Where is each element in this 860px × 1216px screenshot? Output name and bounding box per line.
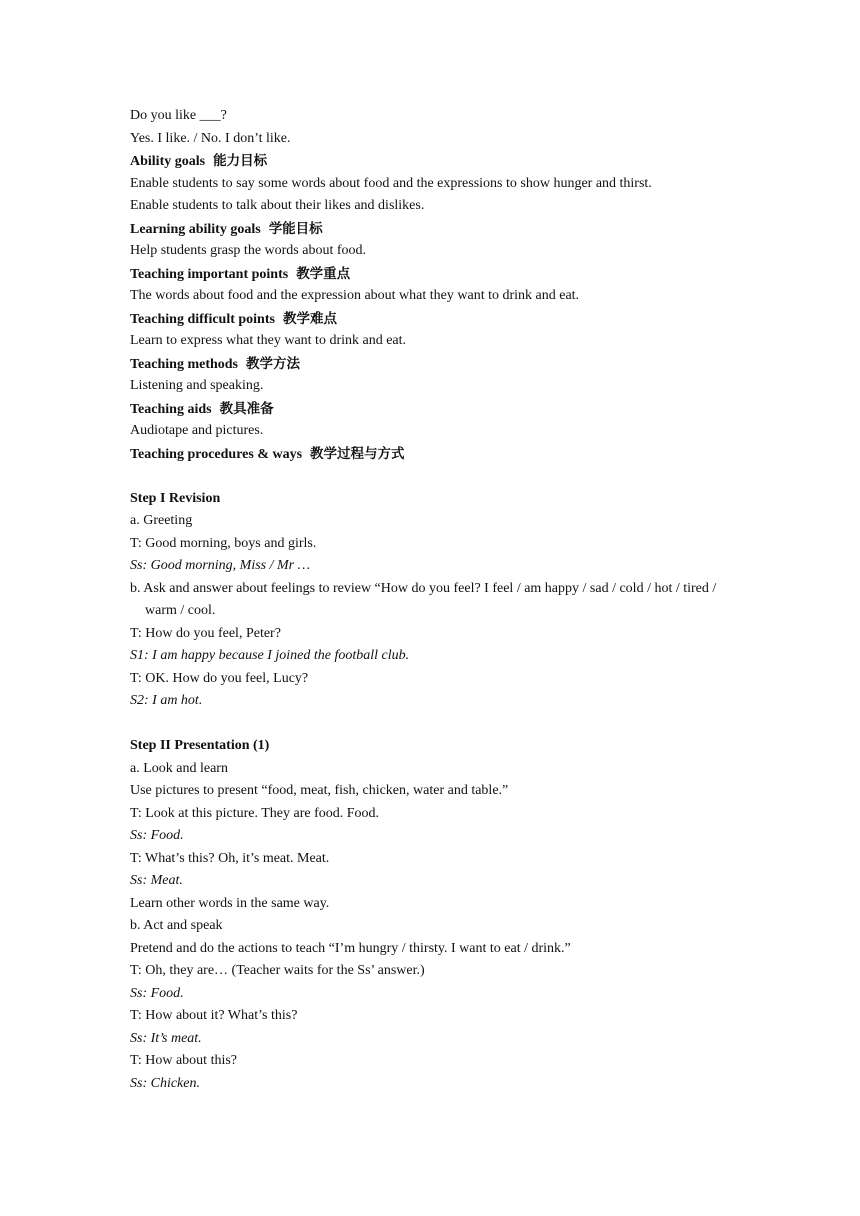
heading-cn: 教具准备 (219, 400, 274, 417)
text-line: Learn other words in the same way. (130, 895, 330, 911)
text-line: b. Act and speak (130, 918, 223, 933)
heading-cn: 教学方法 (246, 355, 301, 372)
student-response: Ss: Meat. (130, 873, 183, 888)
student-response: S1: I am happy because I joined the football club. (130, 648, 410, 663)
student-response: Ss: It’s meat. (130, 1030, 202, 1046)
text-line: a. Greeting (130, 513, 193, 528)
text-line: T: OK. How do you feel, Lucy? (130, 670, 309, 686)
text-line: T: How about it? What’s this? (130, 1008, 298, 1023)
heading-en: Learning ability goals (130, 221, 261, 237)
heading-cn: 教学难点 (282, 310, 337, 327)
heading-cn: 能力目标 (213, 153, 268, 169)
text-line: T: Good morning, boys and girls. (130, 535, 317, 551)
text-line: b. Ask and answer about feelings to review “How do you feel? I feel / am happy / sad / cold / hot / tired / warm / cool. (130, 580, 717, 618)
text-line: T: How about this? (130, 1053, 238, 1068)
heading-en: Teaching important points (130, 266, 289, 282)
heading-en: Teaching aids (130, 401, 212, 417)
text-line: Listening and speaking. (130, 378, 264, 393)
section-heading-ability (130, 150, 750, 173)
step-heading: Step II Presentation (1) (130, 738, 270, 753)
section-heading-difficult (130, 308, 750, 331)
student-response: Ss: Good morning, Miss / Mr … (130, 558, 311, 573)
heading-en: Ability goals (130, 154, 206, 169)
text-line: T: How do you feel, Peter? (130, 625, 281, 641)
student-response: Ss: Food. (130, 985, 184, 1001)
text-line: Yes. I like. / No. I don’t like. (130, 130, 291, 146)
blank-line (130, 713, 750, 736)
text-line: T: What’s this? Oh, it’s meat. Meat. (130, 850, 330, 866)
student-response: Ss: Food. (130, 828, 184, 843)
text-line: Do you like ___? (130, 108, 227, 123)
heading-cn: 教学过程与方式 (310, 445, 405, 462)
heading-en: Teaching methods (130, 356, 239, 372)
text-line: a. Look and learn (130, 760, 228, 776)
text-line: Use pictures to present “food, meat, fish, chicken, water and table.” (130, 783, 509, 798)
section-heading-learning (130, 218, 750, 241)
text-line: T: Look at this picture. They are food. Food. (130, 805, 380, 821)
heading-cn: 学能目标 (268, 220, 323, 237)
heading-en: Teaching difficult points (130, 311, 275, 327)
section-heading-procedures (130, 443, 750, 466)
heading-cn: 教学重点 (296, 265, 351, 282)
text-line: The words about food and the expression about what they want to drink and eat. (130, 288, 580, 303)
text-line: Enable students to say some words about food and the expressions to show hunger and thirst. (130, 175, 652, 191)
text-line: Help students grasp the words about food. (130, 243, 367, 258)
blank-line (130, 465, 750, 488)
section-heading-methods (130, 353, 750, 376)
heading-en: Teaching procedures & ways (130, 446, 303, 462)
text-line: Learn to express what they want to drink and eat. (130, 333, 407, 348)
document-page (130, 105, 750, 1095)
text-line: Audiotape and pictures. (130, 423, 264, 438)
text-line: Enable students to talk about their likes and dislikes. (130, 198, 425, 213)
text-line: Pretend and do the actions to teach “I’m hungry / thirsty. I want to eat / drink.” (130, 940, 571, 956)
text-line: T: Oh, they are… (Teacher waits for the Ss’ answer.) (130, 963, 425, 978)
section-heading-aids (130, 398, 750, 421)
step-heading: Step I Revision (130, 490, 221, 506)
student-response: S2: I am hot. (130, 693, 203, 708)
section-heading-important (130, 263, 750, 286)
student-response: Ss: Chicken. (130, 1075, 200, 1091)
